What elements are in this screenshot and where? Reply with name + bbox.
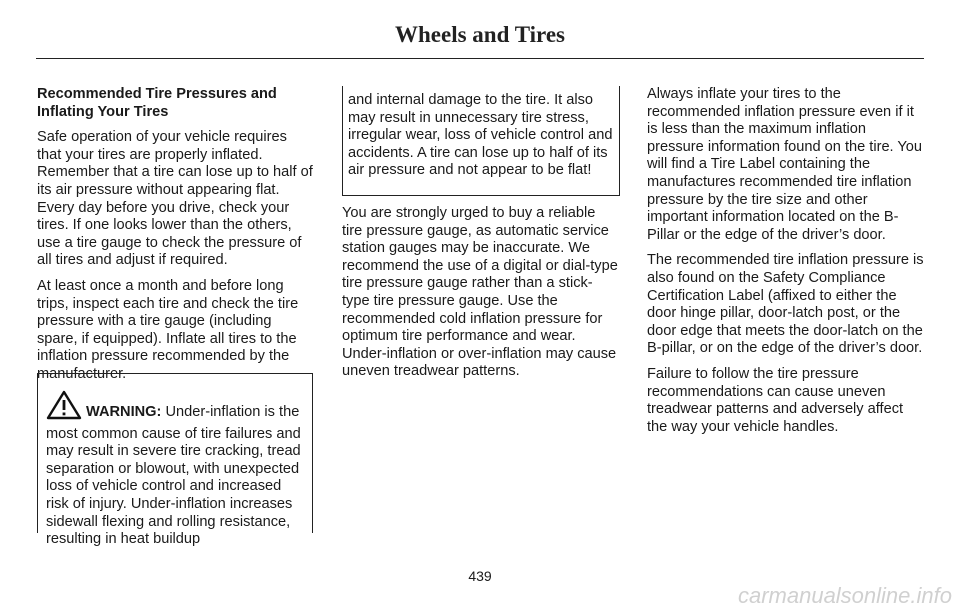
watermark: carmanualsonline.info bbox=[737, 583, 952, 608]
page-title: Wheels and Tires bbox=[395, 22, 565, 47]
paragraph: The recommended tire inflation pressure is also found on the Safety Compliance Certification Label (affixed to either the door hinge pillar, door-latch post, or the door edge that meets the door-latch on the B-pillar, or on the edge of the driver’s door. bbox=[647, 252, 924, 357]
section-heading: Recommended Tire Pressures and Inflating Your Tires bbox=[37, 86, 277, 120]
page-number: 439 bbox=[468, 568, 492, 584]
warning-text: Under-inflation is the most common cause of tire failures and may result in severe tire cracking, tread separation or blowout, with unexpected loss of vehicle control and increased risk of injury. Under-inflation increases sidewall flexing and rolling resistance, resulting in heat buildup bbox=[46, 404, 301, 548]
column-3 bbox=[647, 86, 924, 444]
warning-box bbox=[37, 373, 313, 548]
warning-continued-text: and internal damage to the tire. It also may result in unnecessary tire stress, irregular wear, loss of vehicle control and accidents. A tire can lose up to half of its air pressure and not appear to be flat! bbox=[348, 92, 613, 179]
warning-triangle-icon bbox=[46, 390, 82, 426]
warning-label: WARNING: bbox=[86, 404, 162, 420]
paragraph: Safe operation of your vehicle requires that your tires are properly inflated. Remember that a tire can lose up to half of its air pressure without appearing flat. Every day before you drive, check your tires. If one looks lower than the others, use a tire gauge to check the pressure of all tires and adjust if required. bbox=[37, 129, 313, 269]
warning-continued-box bbox=[342, 86, 620, 196]
paragraph: At least once a month and before long trips, inspect each tire and check the tire pressure with a tire gauge (including spare, if equipped). Inflate all tires to the inflation pressure recommended by the manufacturer. bbox=[37, 277, 299, 382]
paragraph: Always inflate your tires to the recommended inflation pressure even if it is less than the maximum inflation pressure information found on the tire. You will find a Tire Label containing the manufactures recommended tire inflation pressure by the tire size and other important information located on the B-Pillar or the edge of the driver’s door. bbox=[647, 86, 923, 243]
paragraph: Failure to follow the tire pressure recommendations can cause uneven treadwear patterns and adversely affect the way your vehicle handles. bbox=[647, 365, 904, 435]
column-2 bbox=[342, 205, 619, 381]
column-1 bbox=[37, 86, 314, 392]
paragraph: You are strongly urged to buy a reliable tire pressure gauge, as automatic service station gauges may be inaccurate. We recommend the use of a digital or dial-type tire pressure gauge rather than a stick-type tire pressure gauge. Use the recommended cold inflation pressure for optimum tire performance and wear. Under-inflation or over-inflation may cause uneven treadwear patterns. bbox=[342, 205, 618, 380]
title-divider bbox=[36, 58, 924, 59]
